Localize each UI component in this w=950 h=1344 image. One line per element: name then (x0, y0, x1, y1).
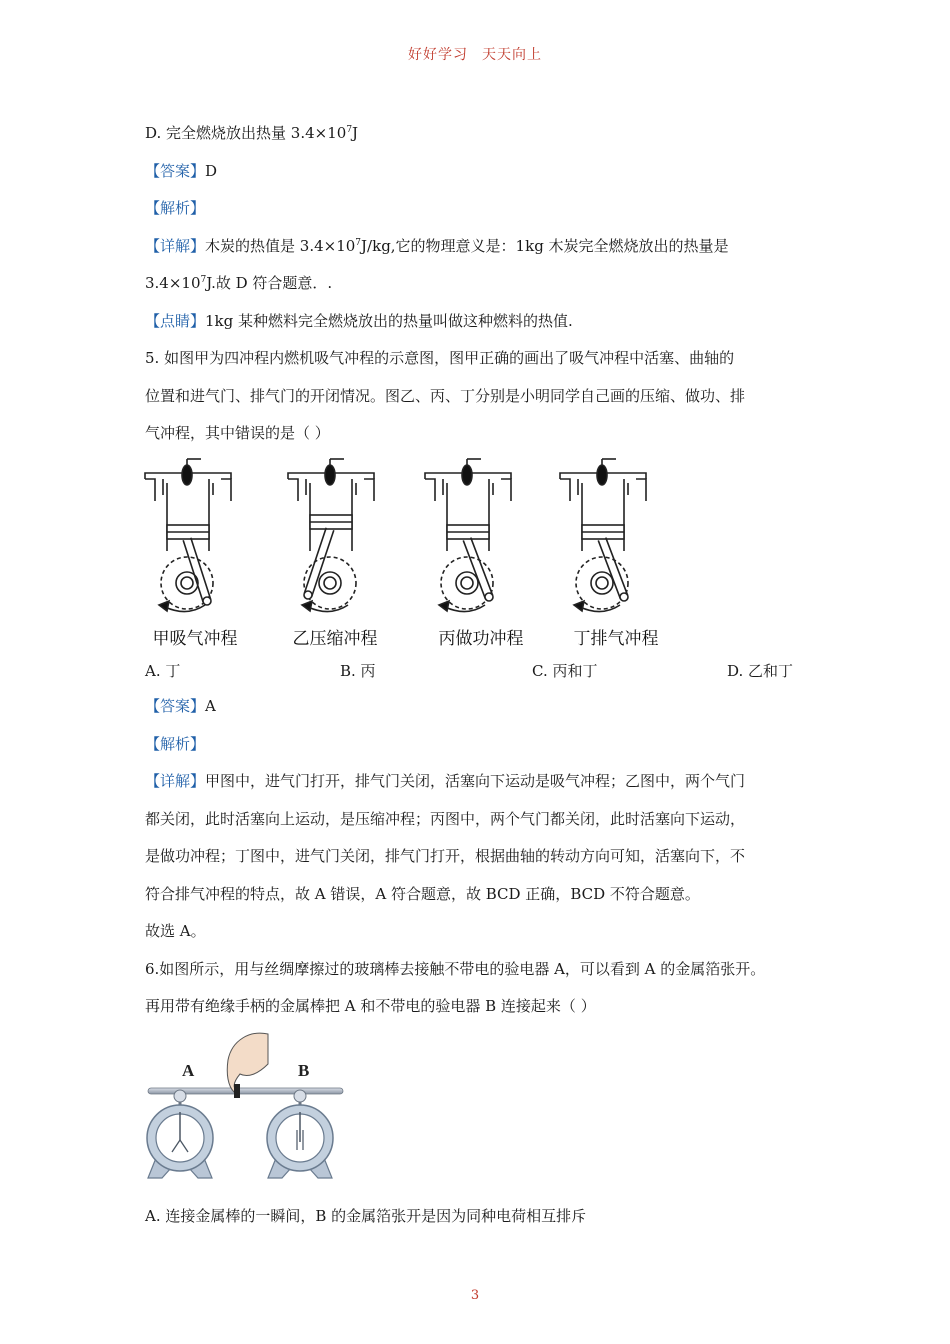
q5-answer (145, 696, 216, 716)
q4-comment (145, 311, 573, 331)
engine-exhaust (560, 459, 646, 612)
header-right: 天天向上 (482, 47, 542, 63)
q6-stem-line2: 再用带有绝缘手柄的金属棒把 A 和不带电的验电器 B 连接起来（ ） (145, 997, 596, 1015)
label-a: A (182, 1061, 195, 1080)
page-number: 3 (470, 1288, 480, 1303)
q5-option-a: A. 丁 (145, 662, 181, 680)
q5-option-b: B. 丙 (340, 662, 376, 680)
detail-tag: 【详解】 (145, 772, 206, 790)
hand-icon (227, 1033, 268, 1092)
engine-power (425, 459, 511, 612)
page-header (0, 44, 950, 64)
q4-option-d (145, 123, 358, 143)
q5-option-c: C. 丙和丁 (532, 662, 598, 680)
q5-analysis-tag: 【解析】 (145, 735, 206, 753)
engine-compression (288, 459, 374, 612)
q5-detail-line1 (145, 771, 745, 791)
engine-intake (145, 459, 231, 612)
header-left: 好好学习 (408, 47, 468, 63)
answer-value: D (205, 162, 218, 180)
electroscope-b (267, 1090, 333, 1178)
detail-exp: 7 (200, 275, 207, 285)
insulated-handle (234, 1084, 240, 1098)
q4-option-d-exp: 7 (346, 125, 353, 135)
detail-text: 甲图中，进气门打开，排气门关闭，活塞向下运动是吸气冲程；乙图中，两个气门 (205, 772, 746, 790)
q6-option-a: A. 连接金属棒的一瞬间，B 的金属箔张开是因为同种电荷相互排斥 (145, 1207, 587, 1225)
caption-exhaust-stroke: 丁排气冲程 (573, 629, 659, 649)
detail-text: 3.4×10 (145, 274, 201, 292)
q5-detail-line4: 符合排气冲程的特点，故 A 错误，A 符合题意，故 BCD 正确，BCD 不符合题意。 (145, 885, 700, 903)
caption-intake-stroke: 甲吸气冲程 (152, 629, 238, 649)
detail-text: J/kg,它的物理意义是：1kg 木炭完全燃烧放出的热量是 (361, 237, 729, 255)
comment-tag: 【点睛】 (145, 312, 206, 330)
q4-option-d-text: D. 完全燃烧放出热量 3.4×10 (145, 124, 347, 142)
label-b: B (298, 1061, 310, 1080)
electroscope-diagram (140, 1030, 360, 1190)
q5-detail-line3: 是做功冲程；丁图中，进气门关闭，排气门打开，根据曲轴的转动方向可知，活塞向下，不 (145, 847, 746, 865)
caption-compression-stroke: 乙压缩冲程 (292, 629, 378, 649)
q6-stem-line1: 6.如图所示，用与丝绸摩擦过的玻璃棒去接触不带电的验电器 A，可以看到 A 的金属箔张开。 (145, 960, 766, 978)
q5-stem-line3: 气冲程，其中错误的是（ ） (145, 424, 330, 442)
detail-exp: 7 (355, 238, 362, 248)
q5-option-d: D. 乙和丁 (727, 662, 794, 680)
detail-tag: 【详解】 (145, 237, 206, 255)
q4-detail-line1 (145, 236, 729, 256)
detail-text: J.故 D 符合题意．. (206, 274, 333, 292)
q4-analysis-tag: 【解析】 (145, 199, 206, 217)
q4-answer (145, 161, 217, 181)
detail-text: 木炭的热值是 3.4×10 (205, 237, 356, 255)
q5-stem-line1: 5. 如图甲为四冲程内燃机吸气冲程的示意图，图甲正确的画出了吸气冲程中活塞、曲轴的 (145, 349, 735, 367)
q4-option-d-unit: J (352, 124, 359, 142)
q5-conclusion: 故选 A。 (145, 922, 206, 940)
electroscope-a (147, 1090, 213, 1178)
q4-detail-line2 (145, 273, 332, 293)
answer-tag: 【答案】 (145, 697, 206, 715)
comment-text: 1kg 某种燃料完全燃烧放出的热量叫做这种燃料的热值. (205, 312, 573, 330)
q5-stem-line2: 位置和进气门、排气门的开闭情况。图乙、丙、丁分别是小明同学自己画的压缩、做功、排 (145, 387, 746, 405)
answer-value: A (205, 697, 216, 715)
caption-power-stroke: 丙做功冲程 (438, 629, 524, 649)
answer-tag: 【答案】 (145, 162, 206, 180)
q5-detail-line2: 都关闭，此时活塞向上运动，是压缩冲程；丙图中，两个气门都关闭，此时活塞向下运动， (145, 810, 746, 828)
